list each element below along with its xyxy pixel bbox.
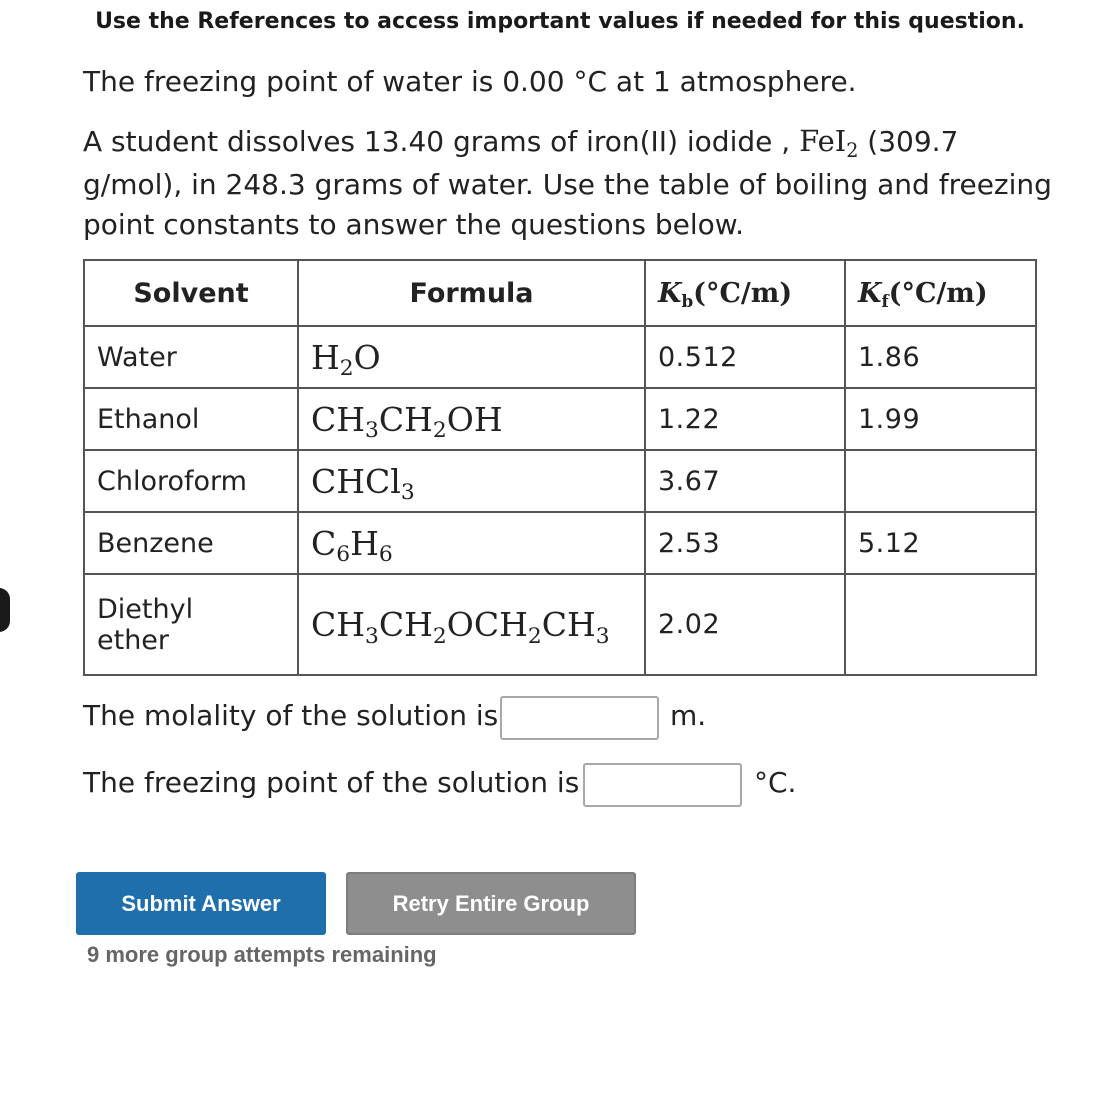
table-row bbox=[84, 574, 1036, 675]
attempts-remaining: 9 more group attempts remaining bbox=[87, 942, 437, 967]
table-row bbox=[84, 450, 1036, 512]
header-kf: $K_f(^\circ C/m)$ bbox=[845, 260, 1036, 326]
molality-unit: m. bbox=[670, 699, 707, 732]
kf-cell bbox=[845, 450, 1036, 512]
kf-cell: 5.12 bbox=[845, 512, 1036, 574]
constants-table bbox=[83, 259, 1037, 676]
kf-cell: 1.99 bbox=[845, 388, 1036, 450]
kb-cell: 0.512 bbox=[645, 326, 845, 388]
compound-formula: FeI2 bbox=[799, 124, 859, 162]
table-body bbox=[84, 326, 1036, 675]
kf-cell: 1.86 bbox=[845, 326, 1036, 388]
table-header-row bbox=[84, 260, 1036, 326]
solvent-cell: Water bbox=[84, 326, 298, 388]
freezing-point-unit: °C. bbox=[754, 766, 797, 799]
header-formula: Formula bbox=[298, 260, 645, 326]
table-row bbox=[84, 512, 1036, 574]
freezing-point-label: The freezing point of the solution is bbox=[83, 766, 580, 799]
molality-input[interactable] bbox=[500, 696, 659, 740]
intro-text: The freezing point of water is 0.00 °C at 1 atmosphere. bbox=[83, 65, 857, 98]
table-row bbox=[84, 326, 1036, 388]
problem-text bbox=[83, 121, 1063, 245]
problem-text-part2: (309.7 g/mol), in 248.3 grams of water. Use the table of boiling and freezing point constants to answer the questions below. bbox=[83, 125, 1052, 241]
formula-cell: H2O bbox=[298, 326, 645, 388]
problem-text-part1: A student dissolves 13.40 grams of iron(II) iodide , bbox=[83, 125, 791, 158]
edge-scroll-handle bbox=[0, 588, 10, 632]
molality-label: The molality of the solution is bbox=[83, 699, 499, 732]
kb-cell: 3.67 bbox=[645, 450, 845, 512]
kb-cell: 2.53 bbox=[645, 512, 845, 574]
submit-answer-button[interactable]: Submit Answer bbox=[76, 872, 326, 935]
retry-entire-group-button[interactable]: Retry Entire Group bbox=[346, 872, 636, 935]
formula-cell: CHCl3 bbox=[298, 450, 645, 512]
table-row bbox=[84, 388, 1036, 450]
formula-cell: C6H6 bbox=[298, 512, 645, 574]
solvent-cell: Benzene bbox=[84, 512, 298, 574]
kb-cell: 1.22 bbox=[645, 388, 845, 450]
freezing-point-input[interactable] bbox=[583, 763, 742, 807]
kf-cell bbox=[845, 574, 1036, 675]
solvent-cell: Diethyl ether bbox=[84, 574, 298, 675]
header-kb: $K_b(^\circ C/m)$ bbox=[645, 260, 845, 326]
formula-cell: CH3CH2OH bbox=[298, 388, 645, 450]
solvent-cell: Chloroform bbox=[84, 450, 298, 512]
formula-cell: CH3CH2OCH2CH3 bbox=[298, 574, 645, 675]
references-note: Use the References to access important values if needed for this question. bbox=[95, 9, 1025, 34]
header-solvent: Solvent bbox=[84, 260, 298, 326]
solvent-cell: Ethanol bbox=[84, 388, 298, 450]
kb-cell: 2.02 bbox=[645, 574, 845, 675]
